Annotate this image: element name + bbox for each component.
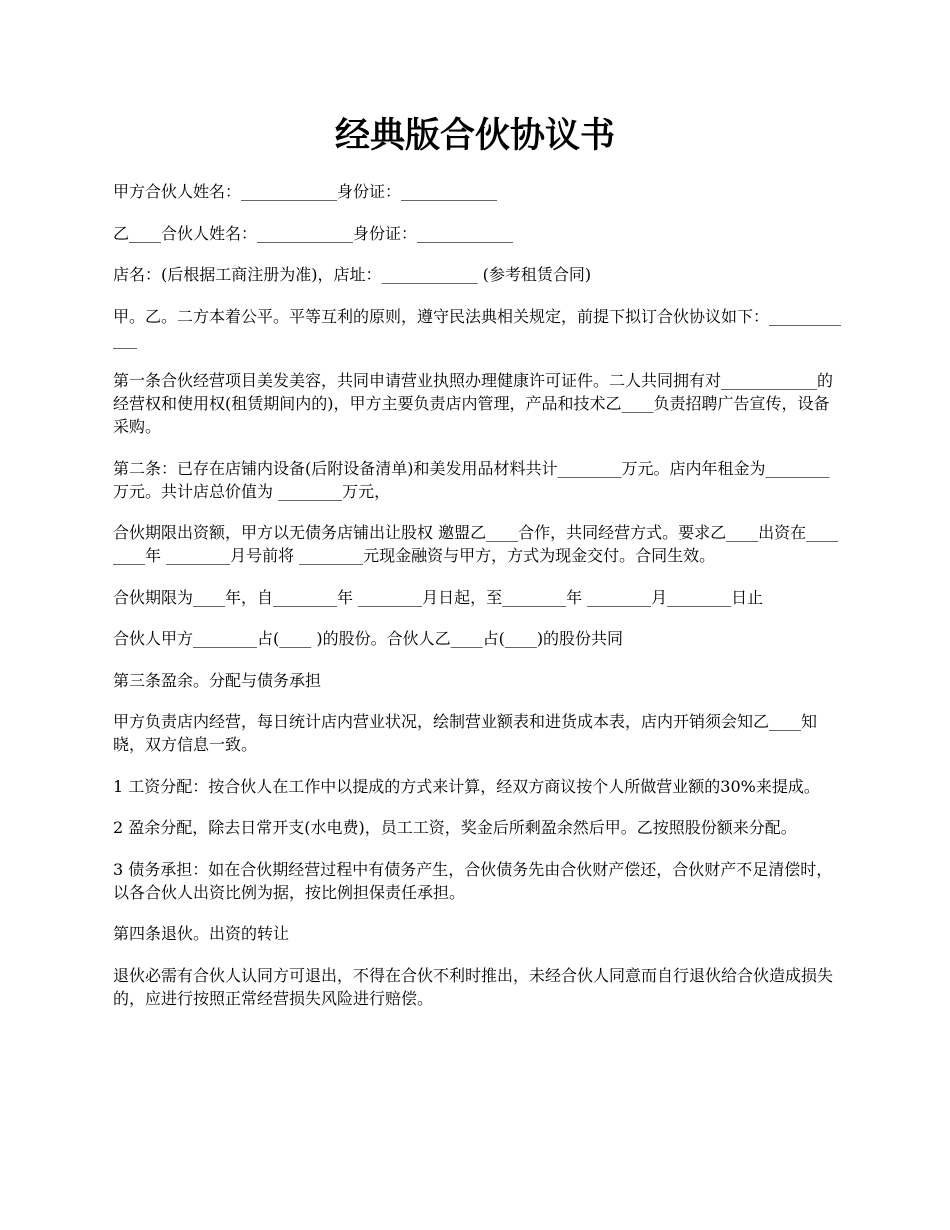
debt-bearing: 3 债务承担：如在合伙期经营过程中有债务产生，合伙债务先由合伙财产偿还，合伙财产不足清偿时，以各合伙人出资比例为据，按比例担保责任承担。 <box>113 859 833 902</box>
article-1: 第一条合伙经营项目美发美容，共同申请营业执照办理健康许可证件。二人共同拥有对____________的经营权和使用权(租赁期间内的)，甲方主要负责店内管理，产品和技术乙____负责招聘广告宣传，设备采购。 <box>113 371 834 436</box>
preamble: 甲。乙。二方本着公平。平等互利的原则，遵守民法典相关规定，前提下拟订合伙协议如下：____________ <box>113 306 842 349</box>
capital-contribution: 合伙期限出资额，甲方以无债务店铺出让股权 邀盟乙____合作，共同经营方式。要求乙____出资在________年 ________月号前将 ________元现金融资与甲方，方式为现金交付。合同生效。 <box>113 523 839 565</box>
article-2: 第二条：已存在店铺内设备(后附设备清单)和美发用品材料共计________万元。店内年租金为________万元。共计店总价值为 ________万元， <box>113 458 830 501</box>
article-3-heading: 第三条盈余。分配与债务承担 <box>113 670 322 690</box>
party-b-info: 乙____合伙人姓名：____________身份证：____________ <box>113 223 514 243</box>
management-duty: 甲方负责店内经营，每日统计店内营业状况，绘制营业额表和进货成本表，店内开销须会知乙____知晓，双方信息一致。 <box>113 712 818 754</box>
article-4-heading: 第四条退伙。出资的转让 <box>113 924 290 943</box>
shop-info: 店名：(后根据工商注册为准)，店址：____________ (参考租赁合同) <box>113 265 592 284</box>
party-a-info: 甲方合伙人姓名：____________身份证：____________ <box>113 182 498 201</box>
document-body <box>113 180 843 1028</box>
withdrawal-terms: 退伙必需有合伙人认同方可退出，不得在合伙不利时推出，未经合伙人同意而自行退伙给合伙造成损失的，应进行按照正常经营损失风险进行赔偿。 <box>113 965 834 1008</box>
share-allocation: 合伙人甲方________占(____ )的股份。合伙人乙____占(____)的股份共同 <box>113 629 624 648</box>
partnership-term: 合伙期限为____年，自________年 ________月日起，至________年 ________月________日止 <box>113 587 764 607</box>
document-title: 经典版合伙协议书 <box>334 115 615 156</box>
surplus-distribution: 2 盈余分配，除去日常开支(水电费)，员工工资，奖金后所剩盈余然后甲。乙按照股份额来分配。 <box>113 818 797 837</box>
salary-distribution: 1 工资分配：按合伙人在工作中以提成的方式来计算，经双方商议按个人所做营业额的30%来提成。 <box>113 776 820 796</box>
